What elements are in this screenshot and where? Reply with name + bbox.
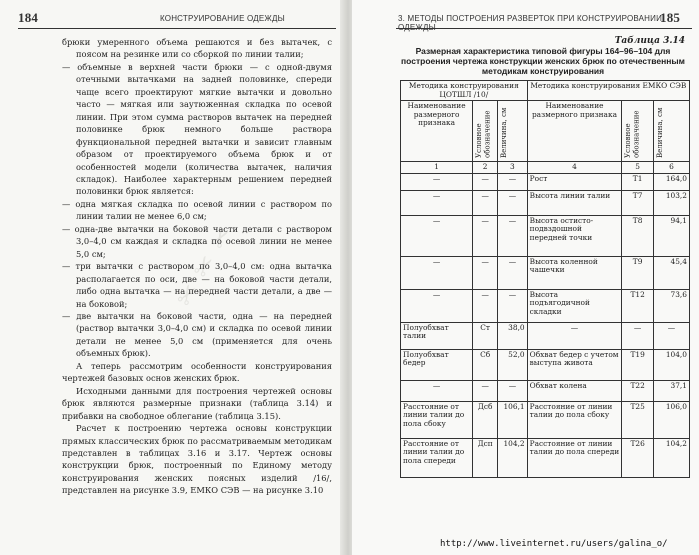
table-cell: 45,4: [653, 256, 689, 289]
left-page: [0, 0, 344, 555]
table-row: [401, 349, 690, 380]
paragraph: брюки умеренного объема решаются и без вытачек, с поясом на резинке или со сборкой по линии талии;: [62, 37, 332, 60]
paragraph: — две вытачки на боковой части, одна — на передней (раствор вытачки 3,0–4,0 см) и складка по осевой линии детали не менее 5,0 см (применяется для очень объемных брюк).: [62, 310, 332, 359]
column-number: 5: [622, 162, 654, 174]
table-group-header-row: [401, 81, 690, 101]
table-cell: 106,0: [653, 401, 689, 438]
table-cell: Т7: [622, 190, 654, 215]
table-cell: Т19: [622, 349, 654, 380]
table-cell: —: [401, 190, 473, 215]
header-rule: [18, 28, 336, 29]
table-cell: —: [473, 289, 498, 322]
paragraph: Расчет к построению чертежа основы конструкции прямых классических брюк по рассматриваемым методикам представлен в таблицах 3.16 и 3.17. Чертеж основы конструкции брюк, построенный по Единому методу конструирования женских поясных изделий /16/, представлен на рисунке 3.9, ЕМКО СЭВ — на рисунке 3.10: [62, 423, 332, 496]
table-cell: —: [401, 289, 473, 322]
table-body: [401, 173, 690, 477]
table-row: [401, 380, 690, 401]
table-row: [401, 322, 690, 349]
table-cell: —: [527, 322, 622, 349]
table-cell: 73,6: [653, 289, 689, 322]
right-running-head: 3. МЕТОДЫ ПОСТРОЕНИЯ РАЗВЕРТОК ПРИ КОНСТРУИРОВАНИИ: [398, 14, 663, 23]
table-cell: Расстояние от линии талии до пола спереди: [527, 438, 622, 477]
table-cell: —: [498, 190, 528, 215]
table-cell: 106,1: [498, 401, 528, 438]
table-cell: Полуобхват талии: [401, 322, 473, 349]
table-cell: Т22: [622, 380, 654, 401]
table-cell: Т8: [622, 215, 654, 256]
table-cell: —: [498, 173, 528, 190]
column-number: 4: [527, 162, 622, 174]
table-cell: Высота коленной чашечки: [527, 256, 622, 289]
table-cell: —: [622, 322, 654, 349]
table-cell: —: [401, 380, 473, 401]
table-cell: 38,0: [498, 322, 528, 349]
table-cell: —: [653, 322, 689, 349]
table-cell: Т12: [622, 289, 654, 322]
table-caption: Таблица 3.14: [614, 36, 685, 46]
watermark: ✂ ✂ ✂: [169, 218, 240, 312]
table-number-row: [401, 162, 690, 174]
table-cell: —: [498, 380, 528, 401]
table-cell: —: [498, 289, 528, 322]
paragraph: А теперь рассмотрим особенности конструирования чертежей базовых основ женских брюк.: [62, 360, 332, 384]
table-cell: 104,0: [653, 349, 689, 380]
column-number: 2: [473, 162, 498, 174]
column-header: Наименование размерного признака: [401, 101, 473, 162]
table-cell: —: [401, 215, 473, 256]
table-cell: Расстояние от линии талии до пола сбоку: [401, 401, 473, 438]
table-cell: 104,2: [498, 438, 528, 477]
table-cell: —: [498, 215, 528, 256]
table-cell: —: [401, 256, 473, 289]
table-title: Размерная характеристика типовой фигуры 164–96–104 для построения чертежа конструкции женских брюк по отечественным методикам конструирования: [401, 46, 685, 76]
table-cell: Т1: [622, 173, 654, 190]
paragraph: — одна мягкая складка по осевой линии с раствором по линии талии не менее 6,0 см;: [62, 198, 332, 222]
table-row: [401, 173, 690, 190]
column-header: Величина, см: [498, 101, 528, 162]
table-cell: 104,2: [653, 438, 689, 477]
table-cell: 37,1: [653, 380, 689, 401]
column-header: Условное обозначение: [622, 101, 654, 162]
table-row: [401, 190, 690, 215]
table-row: [401, 256, 690, 289]
paragraph: — объемные в верхней части брюки — с одной-двумя отечными вытачками на задней половинке, спереди чаще всего проектируют мягкие вытачки и довольно часто — мягкая или заутюженная складка по осевой линии. При этом сумма растворов вытачек на передней половинке брюк немного больше раствора функциональной передней вытачки и зависит главным образом от проектируемого объема брюк и от особенностей модели (количества вытачек, наличия складок). Наиболее характерным решением передней половинки брюк является:: [62, 61, 332, 197]
table-cell: —: [473, 215, 498, 256]
table-cell: Обхват бедер с учетом выступа живота: [527, 349, 622, 380]
column-header: Наименование размерного признака: [527, 101, 622, 162]
table-cell: Расстояние от линии талии до пола сбоку: [527, 401, 622, 438]
table-cell: Дсп: [473, 438, 498, 477]
table-cell: Т26: [622, 438, 654, 477]
table-cell: Сб: [473, 349, 498, 380]
table-cell: Ст: [473, 322, 498, 349]
footer-url: http://www.liveinternet.ru/users/galina_o/: [440, 539, 668, 549]
column-number: 6: [653, 162, 689, 174]
right-page-number: 185: [660, 10, 681, 25]
paragraph: — одна-две вытачки на боковой части детали с раствором 3,0–4,0 см каждая и складка по осевой линии не менее 5,0 см;: [62, 223, 332, 259]
table-cell: Обхват колена: [527, 380, 622, 401]
table-cell: 103,2: [653, 190, 689, 215]
table-cell: —: [473, 256, 498, 289]
size-table: [400, 80, 690, 478]
group-header: Методика конструирования ЕМКО СЭВ: [527, 81, 689, 101]
table-sub-header-row: [401, 101, 690, 162]
table-cell: Рост: [527, 173, 622, 190]
column-header: Величина, см: [653, 101, 689, 162]
table-cell: —: [498, 256, 528, 289]
table-cell: Дсб: [473, 401, 498, 438]
table-cell: Высота остисто-подвздошной передней точки: [527, 215, 622, 256]
table-cell: —: [473, 380, 498, 401]
paragraph: Исходными данными для построения чертежей основы брюк являются размерные признаки (таблица 3.14) и прибавки на свободное облегание (таблица 3.15).: [62, 385, 332, 421]
table-cell: Т25: [622, 401, 654, 438]
table-cell: 94,1: [653, 215, 689, 256]
table-cell: Высота линии талии: [527, 190, 622, 215]
table-row: [401, 215, 690, 256]
table-cell: Высота подъягодичной складки: [527, 289, 622, 322]
table-cell: 164,0: [653, 173, 689, 190]
column-number: 3: [498, 162, 528, 174]
left-running-head: КОНСТРУИРОВАНИЕ ОДЕЖДЫ: [160, 14, 285, 23]
table-row: [401, 438, 690, 477]
table-cell: —: [401, 173, 473, 190]
header-rule: [396, 28, 692, 29]
group-header: Методика конструирования ЦОТШЛ /10/: [401, 81, 528, 101]
table-cell: Расстояние от линии талии до пола спереди: [401, 438, 473, 477]
table-cell: Т9: [622, 256, 654, 289]
table-cell: 52,0: [498, 349, 528, 380]
column-number: 1: [401, 162, 473, 174]
left-page-number: 184: [18, 10, 39, 25]
table-cell: Полуобхват бедер: [401, 349, 473, 380]
paragraph: — три вытачки с раствором по 3,0–4,0 см: одна вытачка располагается по оси, две — на боковой части детали, либо одна вытачка — на передней части детали, а две — на боковой;: [62, 261, 332, 309]
table-row: [401, 401, 690, 438]
table-cell: —: [473, 190, 498, 215]
table-cell: —: [473, 173, 498, 190]
left-body-text: [62, 36, 332, 497]
column-header: Условное обозначение: [473, 101, 498, 162]
table-row: [401, 289, 690, 322]
